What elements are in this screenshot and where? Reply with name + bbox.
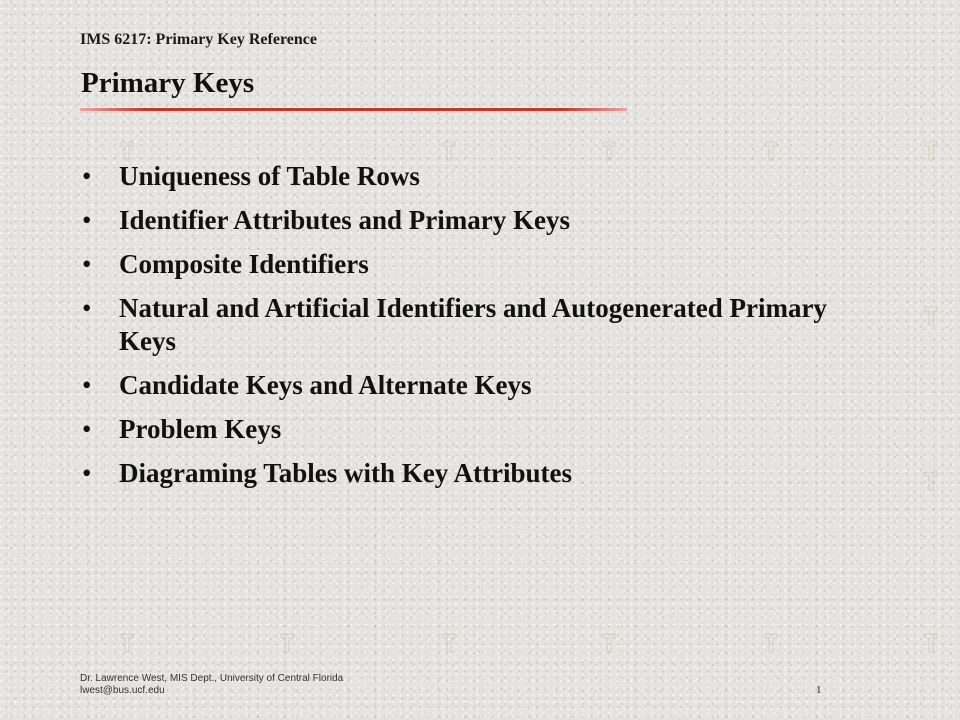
bullet-dot-icon: •	[82, 249, 92, 279]
emblem-watermark-icon	[922, 470, 940, 492]
footer-author-line: Dr. Lawrence West, MIS Dept., University of Central Florida	[80, 673, 344, 684]
emblem-watermark-icon	[600, 632, 618, 654]
bullet-dot-icon: •	[82, 370, 92, 400]
emblem-watermark-icon	[922, 140, 940, 162]
footer-email: lwest@bus.ucf.edu	[80, 685, 165, 696]
course-header-label: IMS 6217: Primary Key Reference	[80, 31, 317, 48]
bullet-item	[82, 248, 882, 281]
bullet-item	[82, 160, 882, 193]
bullet-text: Identifier Attributes and Primary Keys	[119, 205, 570, 235]
page-title: Primary Keys	[81, 67, 255, 99]
bullet-item	[82, 292, 882, 358]
bullet-dot-icon: •	[82, 161, 92, 191]
emblem-watermark-icon	[762, 632, 780, 654]
bullet-dot-icon: •	[82, 205, 92, 235]
bullet-text: Diagraming Tables with Key Attributes	[119, 458, 573, 488]
bullet-item	[82, 457, 882, 490]
emblem-watermark-icon	[440, 140, 458, 162]
emblem-watermark-icon	[762, 140, 780, 162]
emblem-watermark-icon	[600, 140, 618, 162]
emblem-watermark-icon	[922, 632, 940, 654]
footer-author-block	[80, 673, 343, 697]
title-underline-divider	[80, 108, 627, 113]
bullet-item	[82, 204, 882, 237]
topic-bullet-list	[82, 160, 882, 501]
bullet-item	[82, 369, 882, 402]
bullet-item	[82, 413, 882, 446]
bullet-text: Candidate Keys and Alternate Keys	[119, 370, 532, 400]
emblem-watermark-icon	[922, 305, 940, 327]
emblem-watermark-icon	[278, 632, 296, 654]
emblem-watermark-icon	[118, 632, 136, 654]
bullet-text: Composite Identifiers	[119, 249, 369, 279]
bullet-dot-icon: •	[82, 458, 92, 488]
bullet-text: Problem Keys	[119, 414, 282, 444]
title-underline-light	[80, 111, 627, 113]
bullet-dot-icon: •	[82, 293, 92, 323]
bullet-dot-icon: •	[82, 414, 92, 444]
page-number: 1	[816, 684, 822, 696]
emblem-watermark-icon	[118, 140, 136, 162]
bullet-text: Uniqueness of Table Rows	[119, 161, 420, 191]
emblem-watermark-icon	[440, 632, 458, 654]
bullet-text: Natural and Artificial Identifiers and Autogenerated Primary Keys	[119, 293, 827, 356]
